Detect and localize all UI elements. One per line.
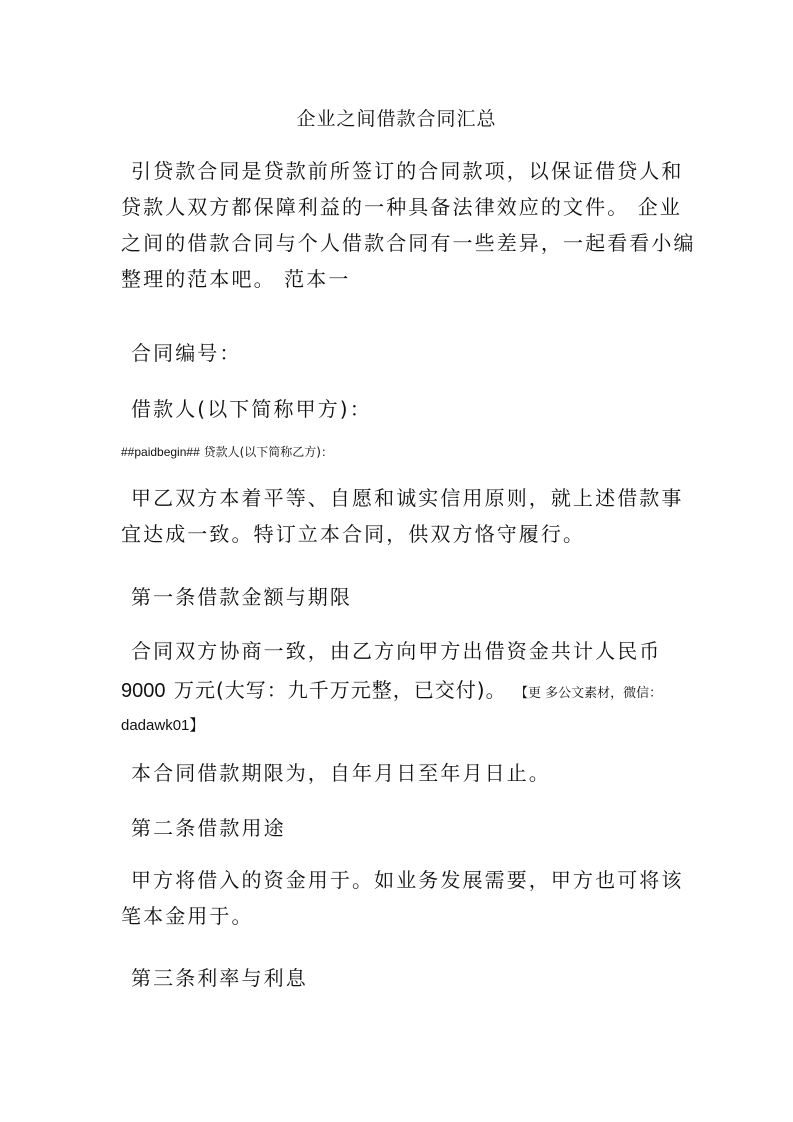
principle-paragraph — [121, 480, 684, 552]
intro-line-2: 贷款人双方都保障利益的一种具备法律效应的文件。 企业 — [121, 195, 682, 219]
purpose-line-2: 笔本金用于。 — [121, 904, 254, 928]
article-1-line-2 — [121, 672, 676, 712]
loan-term: 本合同借款期限为，自年月日至年月日止。 — [131, 761, 551, 785]
purpose-paragraph — [121, 862, 684, 934]
principle-line-2: 宜达成一致。特订立本合同，供双方恪守履行。 — [121, 522, 586, 546]
intro-paragraph — [121, 153, 696, 297]
borrower-label: 借款人(以下简称甲方)： — [131, 397, 372, 421]
intro-line-4: 整理的范本吧。 范本一 — [121, 267, 351, 291]
article-1-line-1: 合同双方协商一致，由乙方向甲方出借资金共计人民币 — [131, 639, 662, 663]
ad-text-part-1: 【更 多公文素材，微信： — [515, 686, 663, 701]
lender-line — [121, 444, 333, 460]
article-1-title: 第一条借款金额与期限 — [131, 585, 352, 609]
contract-number-label: 合同编号： — [131, 341, 242, 365]
article-3-title: 第三条利率与利息 — [131, 966, 308, 990]
paid-marker: ##paidbegin## — [121, 445, 200, 459]
intro-line-3: 之间的借款合同与个人借款合同有一些差异，一起看看小编 — [121, 231, 696, 255]
loan-amount: 9000 — [121, 680, 166, 702]
ad-text-part-2: dadawk01】 — [121, 717, 205, 734]
document-title: 企业之间借款合同汇总 — [296, 108, 497, 130]
lender-label: 贷款人(以下简称乙方)： — [203, 445, 333, 459]
intro-line-1: 引贷款合同是贷款前所签订的合同款项，以保证借贷人和 — [131, 159, 684, 183]
purpose-line-1: 甲方将借入的资金用于。如业务发展需要，甲方也可将该 — [131, 868, 684, 892]
amount-rest: 万元(大写：九千万元整，已交付)。 — [173, 678, 507, 702]
article-2-title: 第二条借款用途 — [131, 816, 286, 840]
principle-line-1: 甲乙双方本着平等、自愿和诚实信用原则，就上述借款事 — [131, 486, 684, 510]
